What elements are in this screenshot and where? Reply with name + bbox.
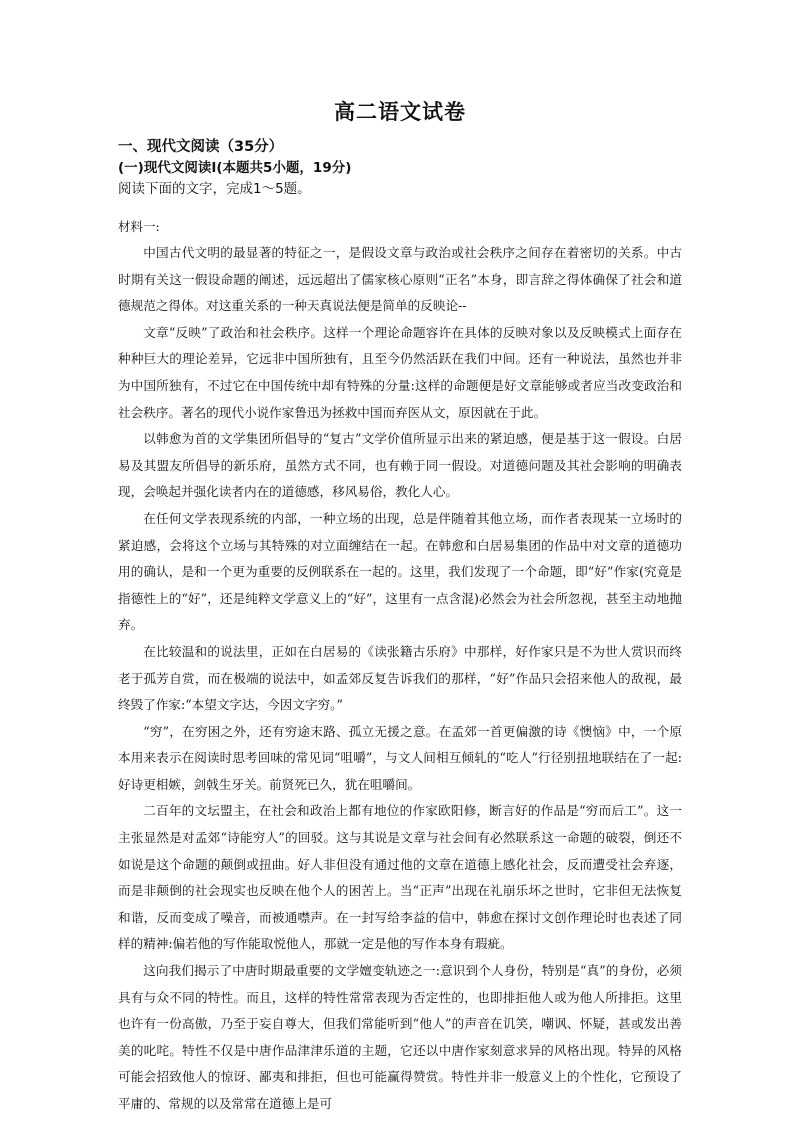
paragraph: 二百年的文坛盟主，在社会和政治上都有地位的作家欧阳修，断言好的作品是“穷而后工”。这一主张显然是对孟郊“诗能穷人”的回驳。这与其说是文章与社会间有必然联系这一命题的破裂，倒还不如说是这个命题的颠倒或扭曲。好人非但没有通过他的文章在道德上感化社会，反而遭受社会弃逐，而是非颠倒的社会现实也反映在他个人的困苦上。当“正声”出现在礼崩乐坏之世时，它非但无法恢复和谐，反而变成了噪音，而被通噤声。在一封写给李益的信中，韩愈在探讨文创作理论时也表述了同样的精神:偏若他的写作能取悦他人，那就一定是他的写作本身有瑕疵。: [118, 803, 682, 952]
paragraph: 在任何文学表现系统的内部，一种立场的出现，总是伴随着其他立场，而作者表现某一立场时的紧迫感，会将这个立场与其特殊的对立面缠结在一起。在韩愈和白居易集团的作品中对文章的道德功用的确认，是和一个更为重要的反例联系在一起的。这里，我们发现了一个命题，即“好”作家(究竟是指德性上的“好”，还是纯粹文学意义上的“好”，这里有一点含混)必然会为社会所忽视，甚至主动地抛弃。: [118, 510, 682, 633]
material-label: 材料一:: [118, 219, 160, 234]
paragraph: 这向我们揭示了中唐时期最重要的文学嬗变轨迹之一:意识到个人身份，特别是“真”的身份，必须具有与众不同的特性。而且，这样的特性常常表现为否定性的，也即排拒他人或为他人所排拒。这里也许有一份高傲，乃至于妄自尊大，但我们常能听到“他人”的声音在讥笑，嘲讽、怀疑，甚或发出善美的叱咤。特性不仅是中唐作品津津乐道的主题，它还以中唐作家刻意求异的风格出现。特异的风格可能会招致他人的惊讶、鄙夷和排拒，但也可能赢得赞赏。特性并非一般意义上的个性化，它预设了平庸的、常规的以及常常在道德上是可: [118, 963, 682, 1111]
paragraph: 文章“反映”了政治和社会秩序。这样一个理论命题容许在具体的反映对象以及反映模式上面存在种种巨大的理论差异，它远非中国所独有，且至今仍然活跃在我们中间。还有一种说法，虽然也并非为中国所独有，不过它在中国传统中却有特殊的分量:这样的命题便是好文章能够或者应当改变政治和社会秩序。著名的现代小说作家鲁迅为拯救中国而弃医从文，原因就在于此。: [118, 324, 682, 420]
paragraph: 中国古代文明的最显著的特征之一，是假设文章与政治或社会秩序之间存在着密切的关系。中古时期有关这一假设命题的阐述，远远超出了儒家核心原则“正名”本身，即言辞之得体确保了社会和道德规范之得体。对这重关系的一种天真说法便是简单的反映论--: [118, 245, 682, 314]
section-heading: 一、现代文阅读（35分）: [118, 139, 284, 155]
paragraph: 在比较温和的说法里，正如在白居易的《读张籍古乐府》中那样，好作家只是不为世人赏识而终老于孤芳自赏，而在极端的说法中，如孟郊反复告诉我们的那样，“好”作品只会招来他人的敌视，最终毁了作家:“本望文字达，今因文字穷。”: [118, 643, 682, 713]
paragraph: 以韩愈为首的文学集团所倡导的“复古”文学价值所显示出来的紧迫感，便是基于这一假设。白居易及其盟友所倡导的新乐府，虽然方式不同，也有赖于同一假设。对道德问题及其社会影响的明确表现，会唤起并强化读者内在的道德感，移风易俗，教化人心。: [118, 431, 682, 500]
subsection-heading: (一)现代文阅读Ⅰ(本题共5小题，19分): [118, 160, 352, 176]
page-title: 高二语文试卷: [334, 99, 466, 124]
paragraph: “穷”，在穷困之外，还有穷途末路、孤立无援之意。在孟郊一首更偏激的诗《懊恼》中，一个原本用来表示在阅读时思考回味的常见词“咀嚼”，与文人间相互倾轧的“吃人”行径别扭地联结在了一起:好诗更相嫉，剑戟生牙关。前贤死已久，犹在咀嚼间。: [118, 723, 682, 792]
reading-instruction: 阅读下面的文字，完成1～5题。: [118, 181, 311, 197]
